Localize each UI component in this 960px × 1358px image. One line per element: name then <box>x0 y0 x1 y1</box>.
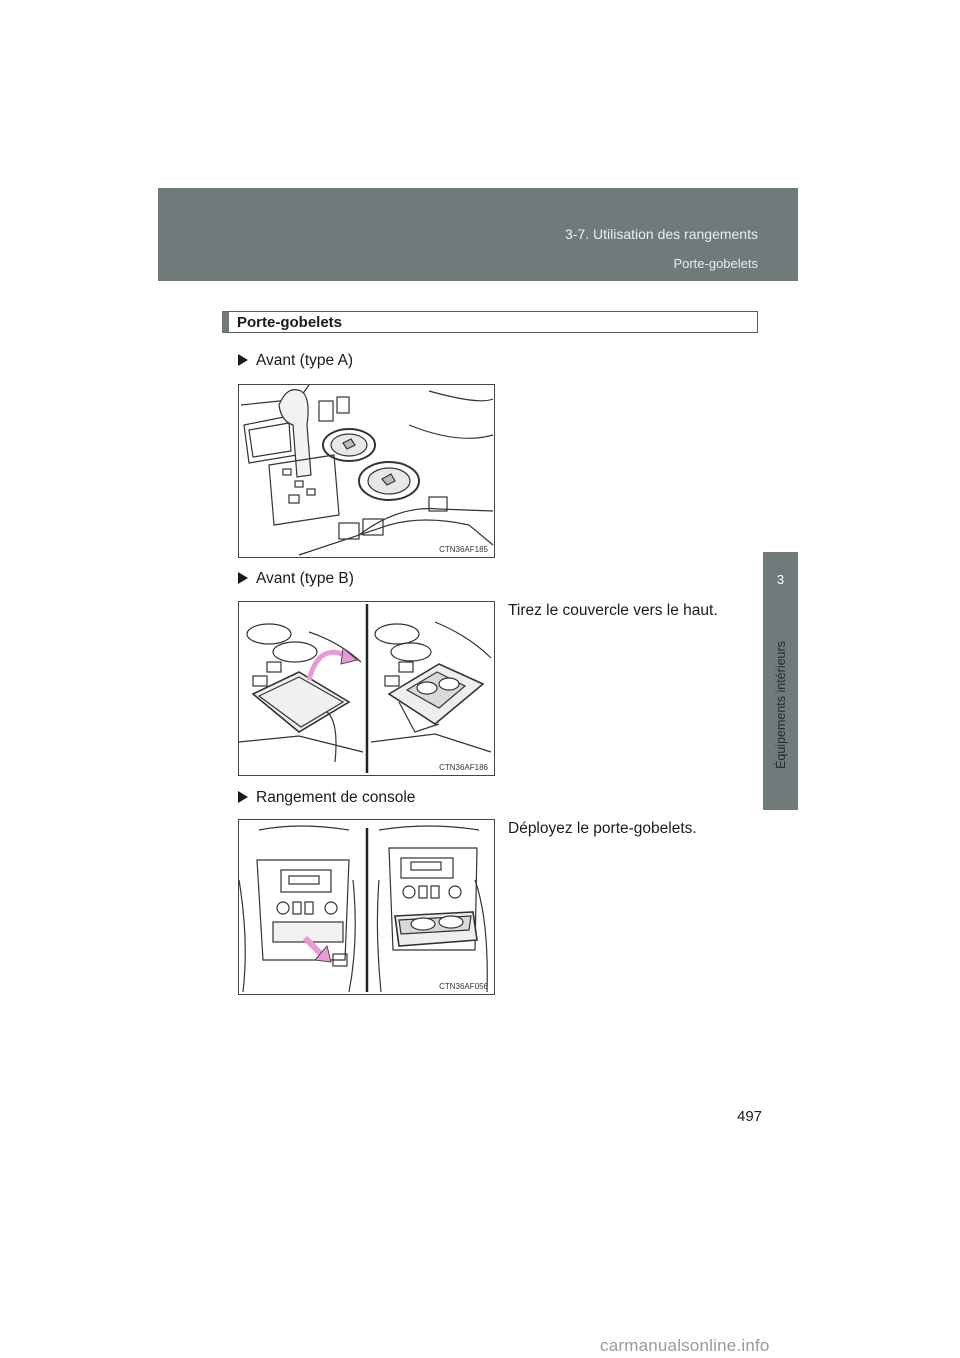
figure-code: CTN36AF186 <box>439 763 488 772</box>
page-number: 497 <box>737 1108 763 1125</box>
bullet-text: Avant (type B) <box>256 570 354 587</box>
bullet-front-type-b <box>238 570 354 588</box>
figure-console-storage <box>238 819 495 995</box>
chapter-label-text: Équipements intérieurs <box>774 641 788 769</box>
bullet-text: Avant (type A) <box>256 352 354 369</box>
rear-console-cupholder-illustration <box>239 820 494 994</box>
watermark: carmanualsonline.info <box>600 1336 770 1355</box>
instruction-console: Déployez le porte-gobelets. <box>508 820 697 837</box>
header-band <box>158 188 798 281</box>
figure-code: CTN36AF185 <box>439 545 488 554</box>
section-title <box>222 311 758 333</box>
bullet-text: Rangement de console <box>256 789 416 806</box>
figure-front-type-a <box>238 384 495 558</box>
console-cupholder-illustration <box>239 385 494 557</box>
figure-code: CTN36AF056 <box>439 982 488 991</box>
lid-cupholder-illustration <box>239 602 494 775</box>
instruction-type-b: Tirez le couvercle vers le haut. <box>508 602 718 619</box>
triangle-bullet-icon <box>238 572 248 584</box>
header-subsection-title: Porte-gobelets <box>673 256 758 271</box>
triangle-bullet-icon <box>238 354 248 366</box>
bullet-front-type-a <box>238 352 353 370</box>
bullet-console-storage <box>238 789 415 807</box>
section-title-text: Porte-gobelets <box>237 314 343 331</box>
triangle-bullet-icon <box>238 791 248 803</box>
figure-front-type-b <box>238 601 495 776</box>
chapter-label <box>770 600 792 810</box>
header-section-title: 3-7. Utilisation des rangements <box>565 226 758 242</box>
chapter-number: 3 <box>776 572 785 587</box>
